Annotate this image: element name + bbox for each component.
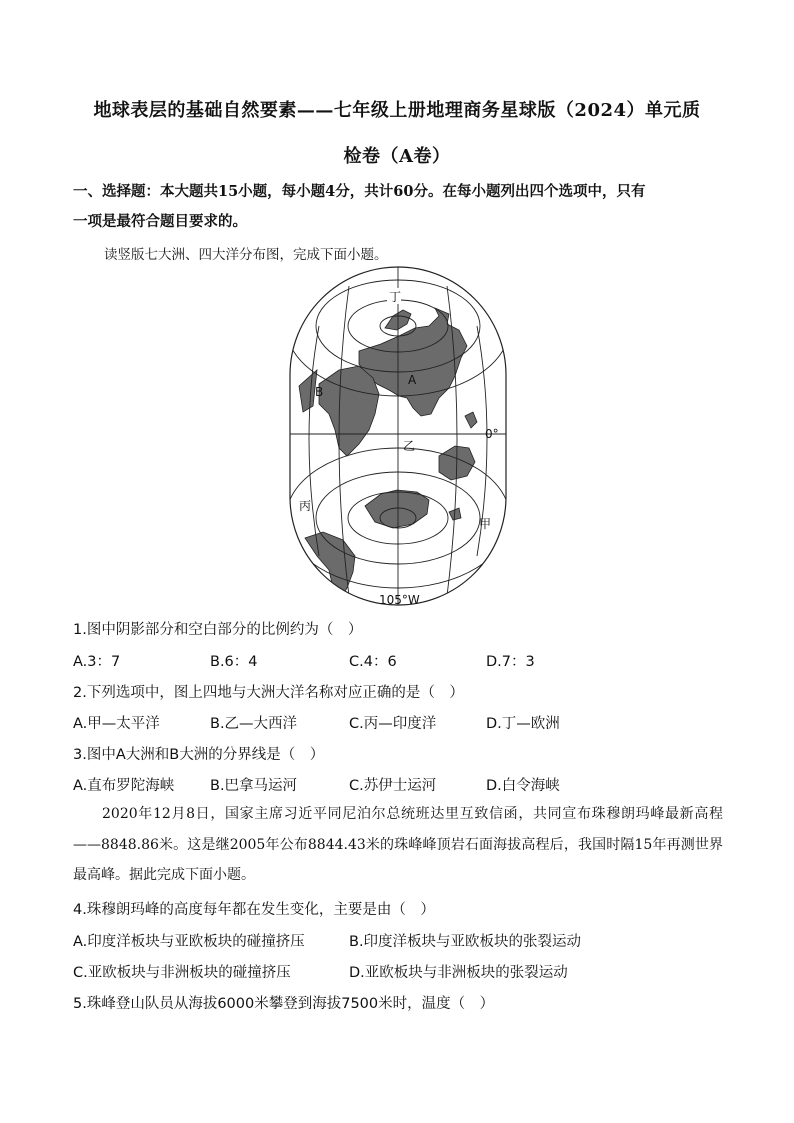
label-yi: 乙 <box>403 439 416 453</box>
question-5-stem: 5.珠峰登山队员从海拔6000米攀登到海拔7500米时，温度（ ） <box>73 996 495 1012</box>
q4-option-c[interactable]: C.亚欧板块与非洲板块的碰撞挤压 <box>73 965 291 981</box>
label-a: A <box>408 373 417 387</box>
q2-option-d[interactable]: D.丁—欧洲 <box>486 716 560 732</box>
label-105w: 105°W <box>379 593 420 607</box>
question-4-stem: 4.珠穆朗玛峰的高度每年都在发生变化，主要是由（ ） <box>73 902 435 918</box>
doc-title-line2: 检卷（A卷） <box>343 146 451 167</box>
doc-title-line1: 地球表层的基础自然要素——七年级上册地理商务星球版（2024）单元质 <box>93 100 701 121</box>
map-intro: 读竖版七大洲、四大洋分布图，完成下面小题。 <box>104 247 388 263</box>
q2-option-b[interactable]: B.乙—大西洋 <box>210 716 298 732</box>
q1-option-c[interactable]: C.4：6 <box>349 654 397 670</box>
q3-option-d[interactable]: D.白令海峡 <box>486 778 560 794</box>
question-3-stem: 3.图中A大洲和B大洲的分界线是（ ） <box>73 747 325 763</box>
q1-option-a[interactable]: A.3：7 <box>73 654 121 670</box>
q3-option-b[interactable]: B.巴拿马运河 <box>210 778 298 794</box>
q3-option-c[interactable]: C.苏伊士运河 <box>349 778 437 794</box>
section-heading-line1: 一、选择题：本大题共15小题，每小题4分，共计60分。在每小题列出四个选项中，只有 <box>73 183 646 200</box>
q2-option-c[interactable]: C.丙—印度洋 <box>349 716 437 732</box>
question-2-stem: 2.下列选项中，图上四地与大洲大洋名称对应正确的是（ ） <box>73 685 464 701</box>
label-ding: 丁 <box>389 290 402 304</box>
q3-option-a[interactable]: A.直布罗陀海峡 <box>73 778 175 794</box>
section-heading-line2: 一项是最符合题目要求的。 <box>73 213 247 230</box>
label-bing: 丙 <box>299 499 312 513</box>
everest-passage: 2020年12月8日，国家主席习近平同尼泊尔总统班达里互致信函，共同宣布珠穆朗玛峰最新高程——8848.86米。这是继2005年公布8844.43米的珠峰峰顶岩石面海拔高程后，我国时隔15年再测世界最高峰。据此完成下面小题。 <box>73 806 723 883</box>
label-b: B <box>315 385 324 399</box>
q4-option-a[interactable]: A.印度洋板块与亚欧板块的碰撞挤压 <box>73 934 305 950</box>
world-map-figure <box>289 266 507 608</box>
q4-option-d[interactable]: D.亚欧板块与非洲板块的张裂运动 <box>349 965 568 981</box>
question-1-stem: 1.图中阴影部分和空白部分的比例约为（ ） <box>73 622 363 638</box>
q1-option-d[interactable]: D.7：3 <box>486 654 535 670</box>
q2-option-a[interactable]: A.甲—太平洋 <box>73 716 160 732</box>
map-body <box>289 266 507 608</box>
q1-option-b[interactable]: B.6：4 <box>210 654 258 670</box>
q4-option-b[interactable]: B.印度洋板块与亚欧板块的张裂运动 <box>349 934 582 950</box>
label-zero-meridian: 0° <box>485 427 499 441</box>
label-jia: 甲 <box>479 517 492 531</box>
